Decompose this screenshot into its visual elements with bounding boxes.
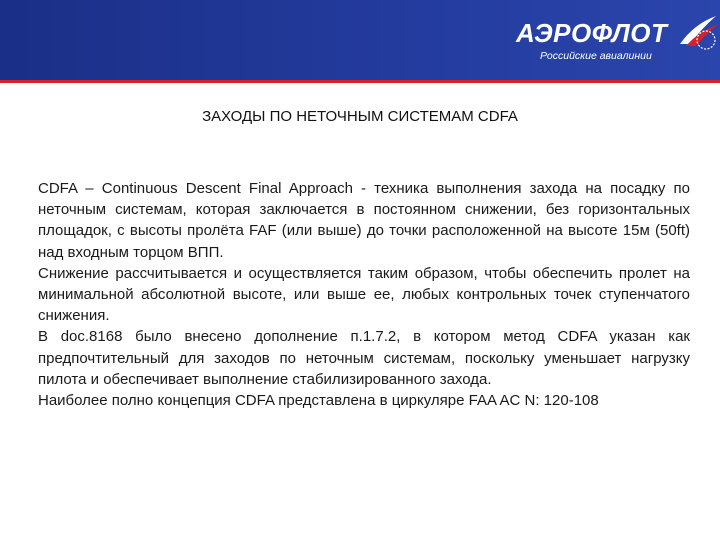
paragraph-descent-calculation: Снижение рассчитывается и осуществляется таким образом, чтобы обеспечить пролет на минимальной абсолютной высоте, или выше ее, любых контрольных точек ступенчатого снижения.: [38, 264, 690, 325]
logo-tagline: Российские авиалинии: [540, 50, 652, 62]
aeroflot-logo: [516, 10, 716, 72]
slide-body: [38, 178, 690, 411]
header-accent-rule: [0, 80, 720, 83]
winged-emblem-icon: [676, 10, 720, 54]
logo-wordmark: АЭРОФЛОТ: [516, 18, 668, 48]
paragraph-cdfa-definition: CDFA – Continuous Descent Final Approach - техника выполнения захода на посадку по неточным системам, которая заключается в постоянном снижении, без горизонтальных площадок, с высоты пролёта FAF (или выше) до точки расположенной на высоте 15м (50ft) над входным торцом ВПП.: [38, 180, 690, 261]
slide-title: ЗАХОДЫ ПО НЕТОЧНЫМ СИСТЕМАМ CDFA: [202, 108, 518, 125]
header-bar: [0, 0, 720, 80]
paragraph-doc-8168: В doc.8168 было внесено дополнение п.1.7.2, в котором метод CDFA указан как предпочтительный для заходов по неточным системам, поскольку уменьшает нагрузку пилота и обеспечивает выполнение стабилизированного захода.: [38, 328, 690, 388]
paragraph-faa-circular: Наиболее полно концепция CDFA представлена в циркуляре FAA AC N: 120-108: [38, 392, 599, 410]
